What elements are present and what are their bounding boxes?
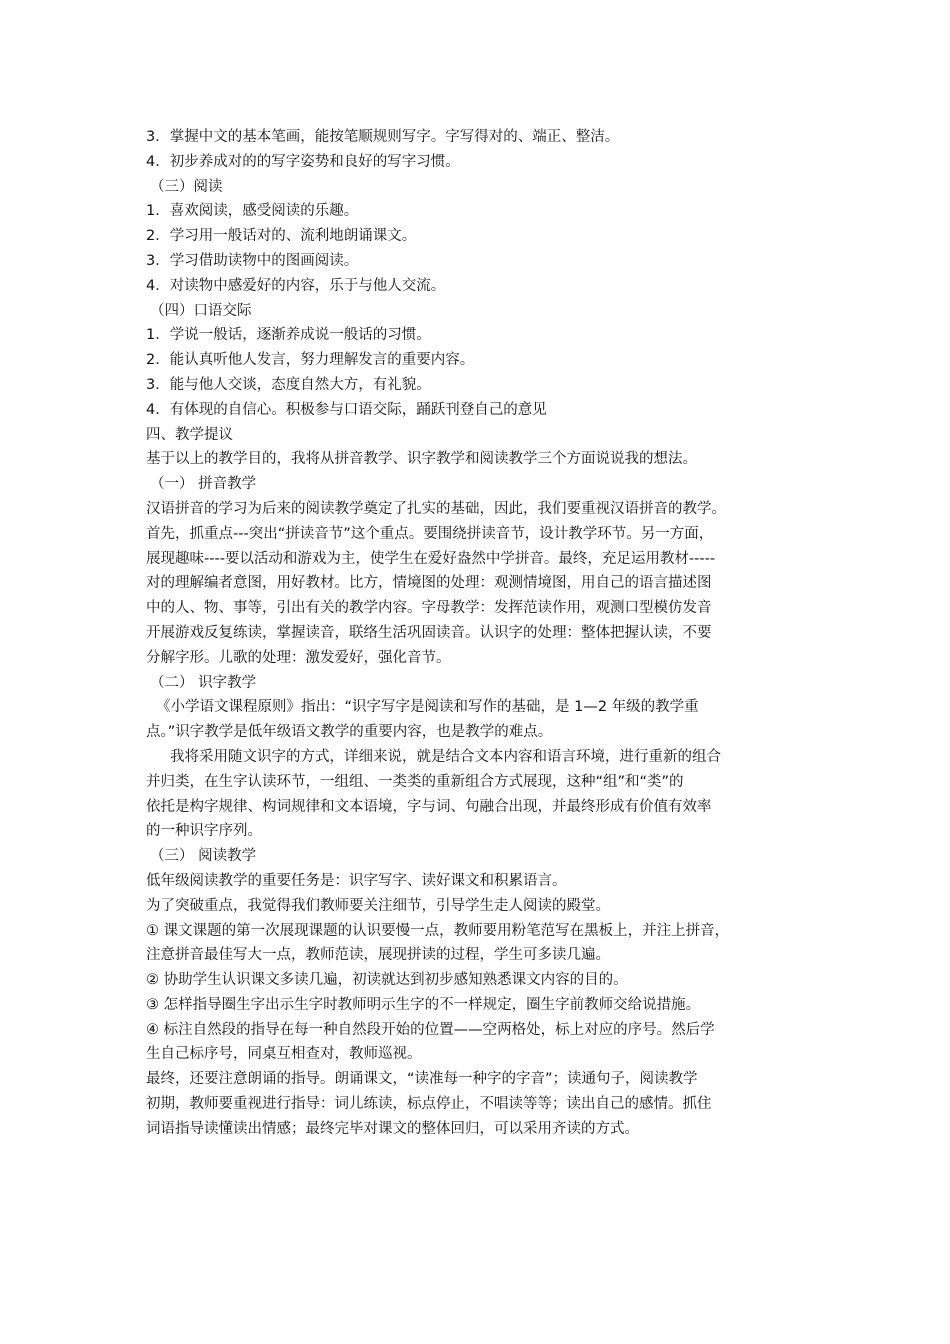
text-line: 的一种识字序列。 — [146, 823, 262, 840]
section-heading: （二） 识字教学 — [150, 674, 257, 691]
section-heading: （一） 拼音教学 — [150, 476, 257, 493]
text-line: ① 课文课题的第一次展现课题的认识要慢一点，教师要用粉笔范写在黑板上，并注上拼音， — [146, 922, 730, 939]
document-page — [146, 125, 824, 1142]
text-line: 对的理解编者意图，用好教材。比方，情境图的处理：观测情境图，用自己的语言描述图 — [146, 575, 712, 592]
text-line: 依托是构字规律、构词规律和文本语境，字与词、句融合出现，并最终形成有价值有效率 — [146, 798, 712, 815]
text-line: 中的人、物、事等，引出有关的教学内容。字母教学：发挥范读作用，观测口型模仿发音 — [146, 600, 712, 617]
text-line: 4．对读物中感爱好的内容，乐于与他人交流。 — [146, 277, 446, 294]
text-line: 3．能与他人交谈，态度自然大方，有礼貌。 — [146, 376, 431, 393]
text-line: 1．学说一般话，逐渐养成说一般话的习惯。 — [146, 327, 431, 344]
text-line: ④ 标注自然段的指导在每一种自然段开始的位置——空两格处，标上对应的序号。然后学 — [146, 1021, 715, 1038]
section-heading: （四）口语交际 — [150, 302, 252, 319]
text-line: ② 协助学生认识课文多读几遍，初读就达到初步感知熟悉课文内容的目的。 — [146, 972, 628, 989]
text-line: 低年级阅读教学的重要任务是：识字写字、读好课文和积累语言。 — [146, 872, 567, 889]
text-line: 4．初步养成对的的写字姿势和良好的写字习惯。 — [146, 153, 460, 170]
text-line: 我将采用随文识字的方式，详细来说，就是结合文本内容和语言环境，进行重新的组合 — [170, 748, 721, 765]
text-line: 点。”识字教学是低年级语文教学的重要内容，也是教学的难点。 — [146, 724, 553, 741]
text-line: 注意拼音最佳写大一点，教师范读，展现拼读的过程，学生可多读几遍。 — [146, 947, 610, 964]
text-line: 词语指导读懂读出情感；最终完毕对课文的整体回归，可以采用齐读的方式。 — [146, 1120, 639, 1137]
text-line: 《小学语文课程原则》指出：“识字写字是阅读和写作的基础，是 1—2 年级的教学重 — [156, 699, 699, 716]
text-line: 展现趣味----要以活动和游戏为主，使学生在爱好盎然中学拼音。最终，充足运用教材----- — [146, 550, 716, 567]
text-line: 2．学习用一般话对的、流利地朗诵课文。 — [146, 228, 417, 245]
text-line: 基于以上的教学目的，我将从拼音教学、识字教学和阅读教学三个方面说说我的想法。 — [146, 451, 697, 468]
text-line: 首先，抓重点---突出“拼读音节”这个重点。要围绕拼读音节，设计教学环节。另一方面， — [146, 525, 714, 542]
text-line: 分解字形。儿歌的处理：激发爱好，强化音节。 — [146, 649, 451, 666]
text-line: 最终，还要注意朗诵的指导。朗诵课文，“读准每一种字的字音”；读通句子，阅读教学 — [146, 1071, 698, 1088]
text-line: 汉语拼音的学习为后来的阅读教学奠定了扎实的基础，因此，我们要重视汉语拼音的教学。 — [146, 500, 726, 517]
text-line: 3．掌握中文的基本笔画，能按笔顺规则写字。字写得对的、端正、整洁。 — [146, 129, 620, 145]
text-line: 4．有体现的自信心。积极参与口语交际，踊跃刊登自己的意见 — [146, 401, 547, 418]
section-heading: （三）阅读 — [150, 178, 223, 195]
text-line: 开展游戏反复练读，掌握读音，联络生活巩固读音。认识字的处理：整体把握认读，不要 — [146, 624, 712, 641]
text-line: 2．能认真听他人发言，努力理解发言的重要内容。 — [146, 352, 475, 369]
text-line: 初期，教师要重视进行指导：词儿练读，标点停止，不唱读等等；读出自己的感情。抓住 — [146, 1096, 712, 1113]
text-line: 1．喜欢阅读，感受阅读的乐趣。 — [146, 203, 359, 220]
text-line: 生自己标序号，同桌互相查对，教师巡视。 — [146, 1046, 422, 1063]
text-line: 3．学习借助读物中的图画阅读。 — [146, 252, 359, 269]
text-line: 为了突破重点，我觉得我们教师要关注细节，引导学生走人阅读的殿堂。 — [146, 897, 610, 914]
section-heading: （三） 阅读教学 — [150, 848, 257, 865]
text-line: ③ 怎样指导圈生字出示生字时教师明示生字的不一样规定，圈生字前教师交给说措施。 — [146, 996, 701, 1013]
section-heading: 四、教学提议 — [146, 426, 233, 443]
text-line: 并归类，在生字认读环节，一组组、一类类的重新组合方式展现，这种“组”和“类”的 — [146, 773, 684, 790]
